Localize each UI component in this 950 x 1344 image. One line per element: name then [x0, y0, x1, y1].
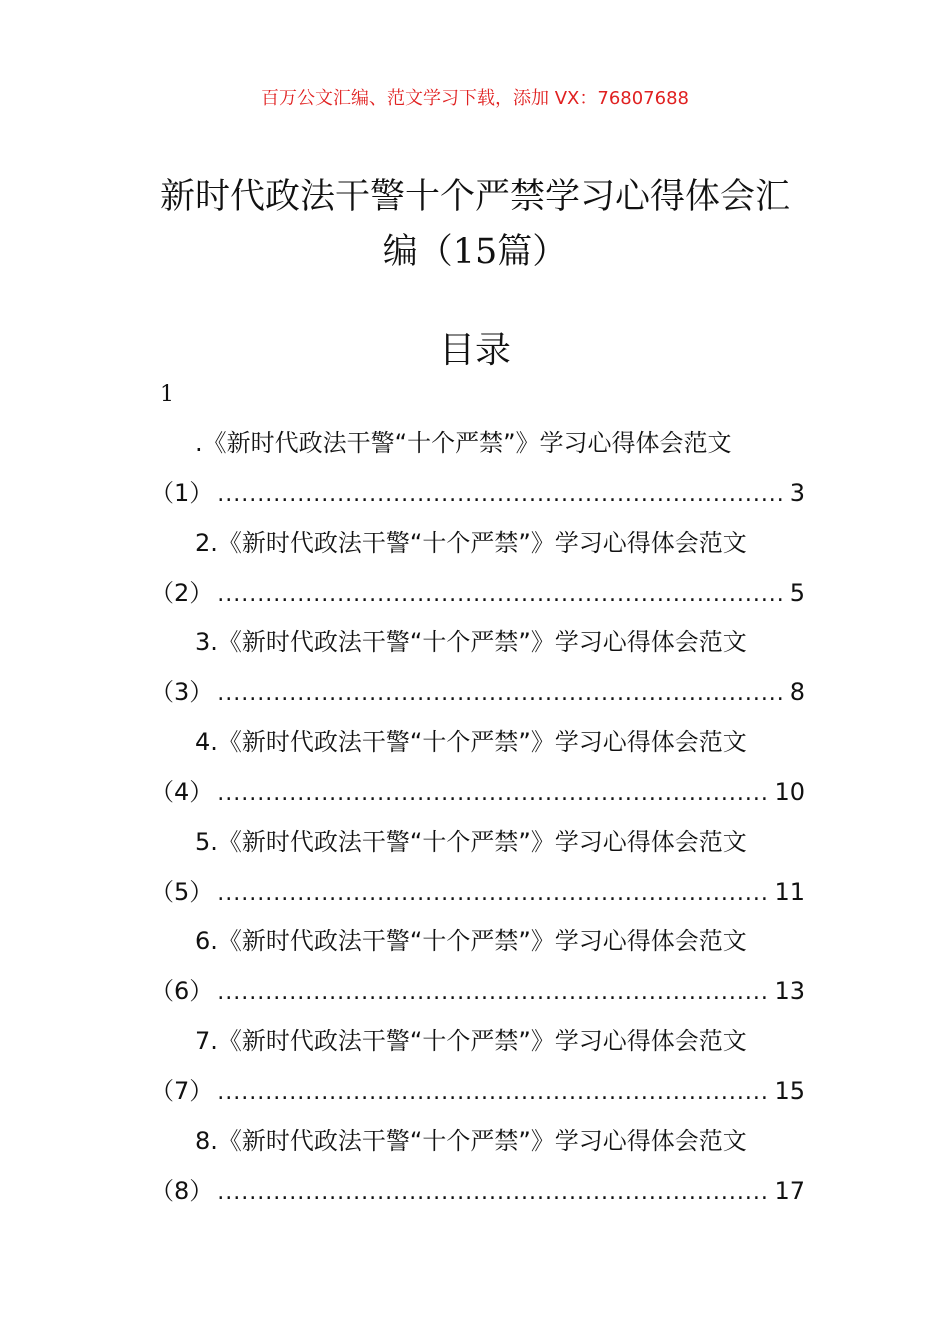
toc-entry-text: 《新时代政法干警“十个严禁”》学习心得体会范文 [217, 1027, 747, 1056]
toc-leader-dots [217, 1068, 770, 1118]
title-line-1: 新时代政法干警十个严禁学习心得体会汇 [159, 177, 790, 217]
toc-entry[interactable] [150, 518, 805, 618]
toc-entry-page: 15 [774, 1077, 805, 1106]
toc-entry-page: 13 [774, 977, 805, 1006]
stray-number: 1 [160, 382, 174, 407]
toc-entry[interactable] [150, 817, 805, 917]
title-line-2-prefix: 编（ [382, 232, 453, 272]
toc-entry-prefix: 2. [195, 528, 218, 557]
toc-entry[interactable] [150, 1116, 805, 1216]
toc-entry-suffix: （5） [150, 877, 214, 906]
title-line-2-number: 15 [452, 232, 498, 272]
toc-entry-page: 17 [774, 1176, 805, 1205]
toc-entry-text: 《新时代政法干警“十个严禁”》学习心得体会范文 [217, 1126, 747, 1155]
toc-leader-dots [217, 769, 770, 819]
toc-entry-page: 11 [774, 877, 805, 906]
toc-entry-page: 8 [789, 678, 805, 707]
toc-leader-dots [217, 470, 785, 520]
toc-leader-dots [217, 869, 770, 919]
title-line-2-suffix: 篇） [497, 232, 568, 272]
toc-leader-dots [217, 669, 785, 719]
toc-heading: 目录 [438, 330, 511, 371]
toc-entry-text: 《新时代政法干警“十个严禁”》学习心得体会范文 [217, 728, 747, 757]
toc-entry-suffix: （4） [150, 778, 214, 807]
toc-leader-dots [217, 968, 770, 1018]
toc-entry-suffix: （3） [150, 678, 214, 707]
toc-entry-page: 10 [774, 778, 805, 807]
toc-entry-suffix: （7） [150, 1077, 214, 1106]
toc-entry-suffix: （6） [150, 977, 214, 1006]
toc-entry-text: 《新时代政法干警“十个严禁”》学习心得体会范文 [202, 429, 732, 457]
toc-entry[interactable] [150, 418, 805, 518]
header-note: 百万公文汇编、范文学习下载，添加 VX：76807688 [261, 88, 689, 109]
toc-entry[interactable] [150, 717, 805, 817]
toc-entry-text: 《新时代政法干警“十个严禁”》学习心得体会范文 [217, 827, 747, 856]
toc-entry-suffix: （8） [150, 1176, 214, 1205]
toc-entry-prefix: 6. [195, 927, 218, 956]
toc-entry-prefix: . [195, 429, 203, 457]
toc-entry-prefix: 4. [195, 728, 218, 757]
toc-entry-suffix: （2） [150, 578, 214, 607]
toc-entry-prefix: 5. [195, 827, 218, 856]
toc-entry-prefix: 3. [195, 628, 218, 657]
toc-entry-prefix: 7. [195, 1027, 218, 1056]
toc-entry[interactable] [150, 1016, 805, 1116]
toc-entry-page: 3 [789, 479, 805, 507]
toc-entry-page: 5 [789, 578, 805, 607]
toc-entry[interactable] [150, 617, 805, 717]
document-title [130, 170, 820, 280]
toc-list [150, 418, 805, 1216]
toc-entry-prefix: 8. [195, 1126, 218, 1155]
toc-leader-dots [217, 570, 785, 620]
toc-entry[interactable] [150, 916, 805, 1016]
toc-entry-suffix: （1） [150, 479, 214, 507]
toc-leader-dots [217, 1168, 770, 1218]
toc-entry-text: 《新时代政法干警“十个严禁”》学习心得体会范文 [217, 528, 747, 557]
toc-entry-text: 《新时代政法干警“十个严禁”》学习心得体会范文 [217, 927, 747, 956]
toc-entry-text: 《新时代政法干警“十个严禁”》学习心得体会范文 [217, 628, 747, 657]
